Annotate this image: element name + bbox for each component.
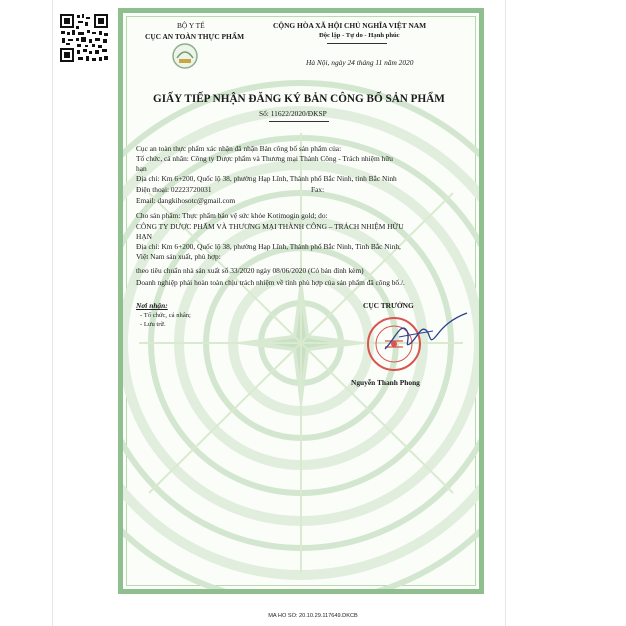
body-line: Tổ chức, cá nhân: Công ty Dược phẩm và Thương mại Thành Công - Trách nhiệm hữu <box>136 154 393 163</box>
motto: Độc lập - Tự do - Hạnh phúc <box>319 32 400 39</box>
body-line: Việt Nam sản xuất, phù hợp: <box>136 252 221 261</box>
signer-title: CỤC TRƯỞNG <box>363 301 414 310</box>
body-line: Điện thoại: 02223720031 <box>136 185 212 194</box>
country-name: CỘNG HÒA XÃ HỘI CHỦ NGHĨA VIỆT NAM <box>273 21 427 30</box>
body-line: Cho sản phẩm: Thực phẩm bảo vệ sức khỏe Kotimogin gold; do: <box>136 211 328 220</box>
body-line: hạn <box>136 164 147 173</box>
department-logo <box>171 42 199 70</box>
body-line: Địa chỉ: Km 6+200, Quốc lộ 38, phường Hạp Lĩnh, Thành phố Bắc Ninh, tỉnh Bắc Ninh <box>136 174 397 183</box>
body-line: CÔNG TY DƯỢC PHẨM VÀ THƯƠNG MẠI THÀNH CÔNG – TRÁCH NHIỆM HỮU <box>136 222 404 231</box>
body-line: theo tiêu chuẩn nhà sản xuất số 33/2020 ngày 08/06/2020 (Có bản đính kèm) <box>136 266 364 275</box>
body-line: Fax: <box>311 185 325 194</box>
handwritten-signature <box>381 309 471 359</box>
recipient-item: - Tổ chức, cá nhân; <box>140 312 191 319</box>
department-name: CỤC AN TOÀN THỰC PHẨM <box>145 32 245 41</box>
certificate <box>118 8 484 594</box>
recipient-item: - Lưu trữ. <box>140 321 166 328</box>
document-number: Số: 11622/2020/ĐKSP <box>259 109 327 118</box>
document-title: GIẤY TIẾP NHẬN ĐĂNG KÝ BẢN CÔNG BỐ SẢN PHẨM <box>153 93 445 105</box>
body-line: Địa chỉ: Km 6+200, Quốc lộ 38, phường Hạp Lĩnh, Thành phố Bắc Ninh, Tỉnh Bắc Ninh, <box>136 242 401 251</box>
body-line: Doanh nghiệp phải hoàn toàn chịu trách nhiệm về tính phù hợp của sản phẩm đã công bố./. <box>136 278 405 287</box>
qr-code <box>58 12 110 64</box>
body-line: Cục an toàn thực phẩm xác nhận đã nhận Bản công bố sản phẩm của: <box>136 144 342 153</box>
recipients-heading: Nơi nhận: <box>136 301 168 310</box>
place-date: Hà Nội, ngày 24 tháng 11 năm 2020 <box>306 58 414 67</box>
ministry-name: BỘ Y TẾ <box>177 21 205 30</box>
body-line: HẠN <box>136 232 153 241</box>
file-reference: MA HO SO: 20.10.29.117649.DKCB <box>268 613 358 619</box>
signer-name: Nguyễn Thanh Phong <box>351 378 420 387</box>
body-line: Email: dangkihosotc@gmail.com <box>136 196 236 205</box>
